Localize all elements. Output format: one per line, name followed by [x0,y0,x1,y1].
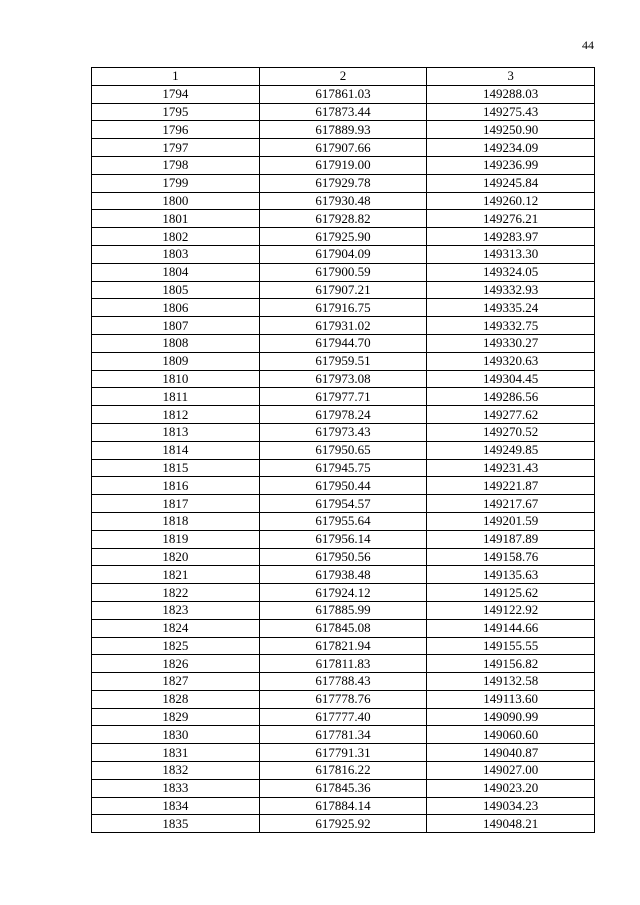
table-cell: 149155.55 [427,637,595,655]
table-cell: 617845.36 [259,779,427,797]
table-cell: 617973.43 [259,423,427,441]
table-cell: 617788.43 [259,673,427,691]
column-header: 2 [259,68,427,86]
table-cell: 617978.24 [259,406,427,424]
table-row [92,708,595,726]
table-cell: 149201.59 [427,512,595,530]
table-cell: 149288.03 [427,85,595,103]
table-cell: 617938.48 [259,566,427,584]
table-cell: 149156.82 [427,655,595,673]
table-cell: 1832 [92,762,260,780]
table-cell: 617873.44 [259,103,427,121]
table-cell: 1794 [92,85,260,103]
table-cell: 1802 [92,228,260,246]
table-cell: 1810 [92,370,260,388]
table-row [92,334,595,352]
table-cell: 149060.60 [427,726,595,744]
table-cell: 617791.31 [259,744,427,762]
table-row [92,174,595,192]
table-cell: 149090.99 [427,708,595,726]
table-row [92,103,595,121]
table-cell: 617907.66 [259,139,427,157]
table-cell: 1833 [92,779,260,797]
table-cell: 149250.90 [427,121,595,139]
table-cell: 1812 [92,406,260,424]
table-body [92,85,595,832]
table-cell: 1823 [92,601,260,619]
table-cell: 149144.66 [427,619,595,637]
table-cell: 617925.92 [259,815,427,833]
table-row [92,762,595,780]
table-row [92,139,595,157]
table-cell: 1820 [92,548,260,566]
table-cell: 149113.60 [427,690,595,708]
table-cell: 149236.99 [427,156,595,174]
table-cell: 1813 [92,423,260,441]
table-row [92,584,595,602]
table-cell: 1798 [92,156,260,174]
page-number: 44 [582,38,594,52]
table-cell: 1830 [92,726,260,744]
table-cell: 149048.21 [427,815,595,833]
table-cell: 149234.09 [427,139,595,157]
table-cell: 149324.05 [427,263,595,281]
table-row [92,388,595,406]
table-cell: 1821 [92,566,260,584]
table-cell: 149125.62 [427,584,595,602]
table-row [92,245,595,263]
table-cell: 617916.75 [259,299,427,317]
table-row [92,317,595,335]
table-cell: 149275.43 [427,103,595,121]
table-row [92,495,595,513]
table-cell: 617928.82 [259,210,427,228]
table-cell: 149132.58 [427,673,595,691]
table-cell: 617931.02 [259,317,427,335]
table-cell: 1827 [92,673,260,691]
table-cell: 149231.43 [427,459,595,477]
table-cell: 1819 [92,530,260,548]
table-cell: 617977.71 [259,388,427,406]
table-cell: 617778.76 [259,690,427,708]
table-row [92,619,595,637]
table-cell: 149332.93 [427,281,595,299]
table-cell: 1805 [92,281,260,299]
table-cell: 1803 [92,245,260,263]
table-cell: 149332.75 [427,317,595,335]
table-cell: 1806 [92,299,260,317]
table-cell: 1831 [92,744,260,762]
table-cell: 617955.64 [259,512,427,530]
table-cell: 1811 [92,388,260,406]
table-cell: 149122.92 [427,601,595,619]
table-row [92,121,595,139]
table-cell: 149027.00 [427,762,595,780]
table-cell: 617973.08 [259,370,427,388]
table-cell: 1801 [92,210,260,228]
table-row [92,477,595,495]
table-cell: 149245.84 [427,174,595,192]
table-row [92,601,595,619]
table-cell: 617907.21 [259,281,427,299]
table-cell: 149304.45 [427,370,595,388]
table-row [92,690,595,708]
table-cell: 617929.78 [259,174,427,192]
table-row [92,192,595,210]
table-row [92,459,595,477]
table-cell: 617919.00 [259,156,427,174]
table-row [92,352,595,370]
table-cell: 617950.44 [259,477,427,495]
table-cell: 149286.56 [427,388,595,406]
table-cell: 1807 [92,317,260,335]
table-cell: 617781.34 [259,726,427,744]
table-row [92,512,595,530]
table-cell: 1797 [92,139,260,157]
table-cell: 617884.14 [259,797,427,815]
table-row [92,441,595,459]
table-cell: 149217.67 [427,495,595,513]
table-row [92,815,595,833]
table-row [92,423,595,441]
table-cell: 617845.08 [259,619,427,637]
table-cell: 1829 [92,708,260,726]
table-cell: 1826 [92,655,260,673]
table-cell: 149135.63 [427,566,595,584]
column-header: 3 [427,68,595,86]
table-cell: 617945.75 [259,459,427,477]
table-cell: 149313.30 [427,245,595,263]
table-row [92,281,595,299]
table-cell: 1828 [92,690,260,708]
table-cell: 149187.89 [427,530,595,548]
table-row [92,797,595,815]
table-cell: 1834 [92,797,260,815]
table-cell: 149270.52 [427,423,595,441]
table-cell: 1824 [92,619,260,637]
table-cell: 1815 [92,459,260,477]
column-header: 1 [92,68,260,86]
table-cell: 1814 [92,441,260,459]
table-cell: 1816 [92,477,260,495]
table-row [92,726,595,744]
table-cell: 1795 [92,103,260,121]
table-cell: 1796 [92,121,260,139]
table-cell: 149158.76 [427,548,595,566]
table-cell: 617885.99 [259,601,427,619]
table-cell: 1799 [92,174,260,192]
table-cell: 617811.83 [259,655,427,673]
table-cell: 1825 [92,637,260,655]
table-cell: 149283.97 [427,228,595,246]
table-cell: 1808 [92,334,260,352]
table-cell: 1800 [92,192,260,210]
table-row [92,655,595,673]
table-row [92,370,595,388]
table-cell: 1818 [92,512,260,530]
table-cell: 149277.62 [427,406,595,424]
table-cell: 617861.03 [259,85,427,103]
table-row [92,637,595,655]
table-row [92,548,595,566]
table-row [92,406,595,424]
table-cell: 617944.70 [259,334,427,352]
table-row [92,210,595,228]
table-cell: 617821.94 [259,637,427,655]
table-cell: 617777.40 [259,708,427,726]
table-cell: 149034.23 [427,797,595,815]
table-cell: 617956.14 [259,530,427,548]
table-cell: 149040.87 [427,744,595,762]
table-row [92,299,595,317]
table-cell: 617925.90 [259,228,427,246]
coordinates-table [91,67,595,833]
table-cell: 149335.24 [427,299,595,317]
table-cell: 617889.93 [259,121,427,139]
table-cell: 617950.56 [259,548,427,566]
table-cell: 617950.65 [259,441,427,459]
table-cell: 1804 [92,263,260,281]
table-row [92,156,595,174]
table-row [92,263,595,281]
table-cell: 149276.21 [427,210,595,228]
table-row [92,744,595,762]
table-cell: 1822 [92,584,260,602]
table-cell: 1835 [92,815,260,833]
table-cell: 149023.20 [427,779,595,797]
table-cell: 149221.87 [427,477,595,495]
table-row [92,673,595,691]
table-cell: 617924.12 [259,584,427,602]
table-row [92,228,595,246]
table-cell: 617816.22 [259,762,427,780]
table-cell: 617954.57 [259,495,427,513]
table-cell: 149260.12 [427,192,595,210]
table-cell: 617904.09 [259,245,427,263]
table-row [92,85,595,103]
table-cell: 617959.51 [259,352,427,370]
table-cell: 149320.63 [427,352,595,370]
table-cell: 617930.48 [259,192,427,210]
table-row [92,566,595,584]
table-cell: 149249.85 [427,441,595,459]
table-cell: 1809 [92,352,260,370]
table-header-row [92,68,595,86]
table-row [92,530,595,548]
table-cell: 149330.27 [427,334,595,352]
table-row [92,779,595,797]
table-cell: 617900.59 [259,263,427,281]
table-cell: 1817 [92,495,260,513]
